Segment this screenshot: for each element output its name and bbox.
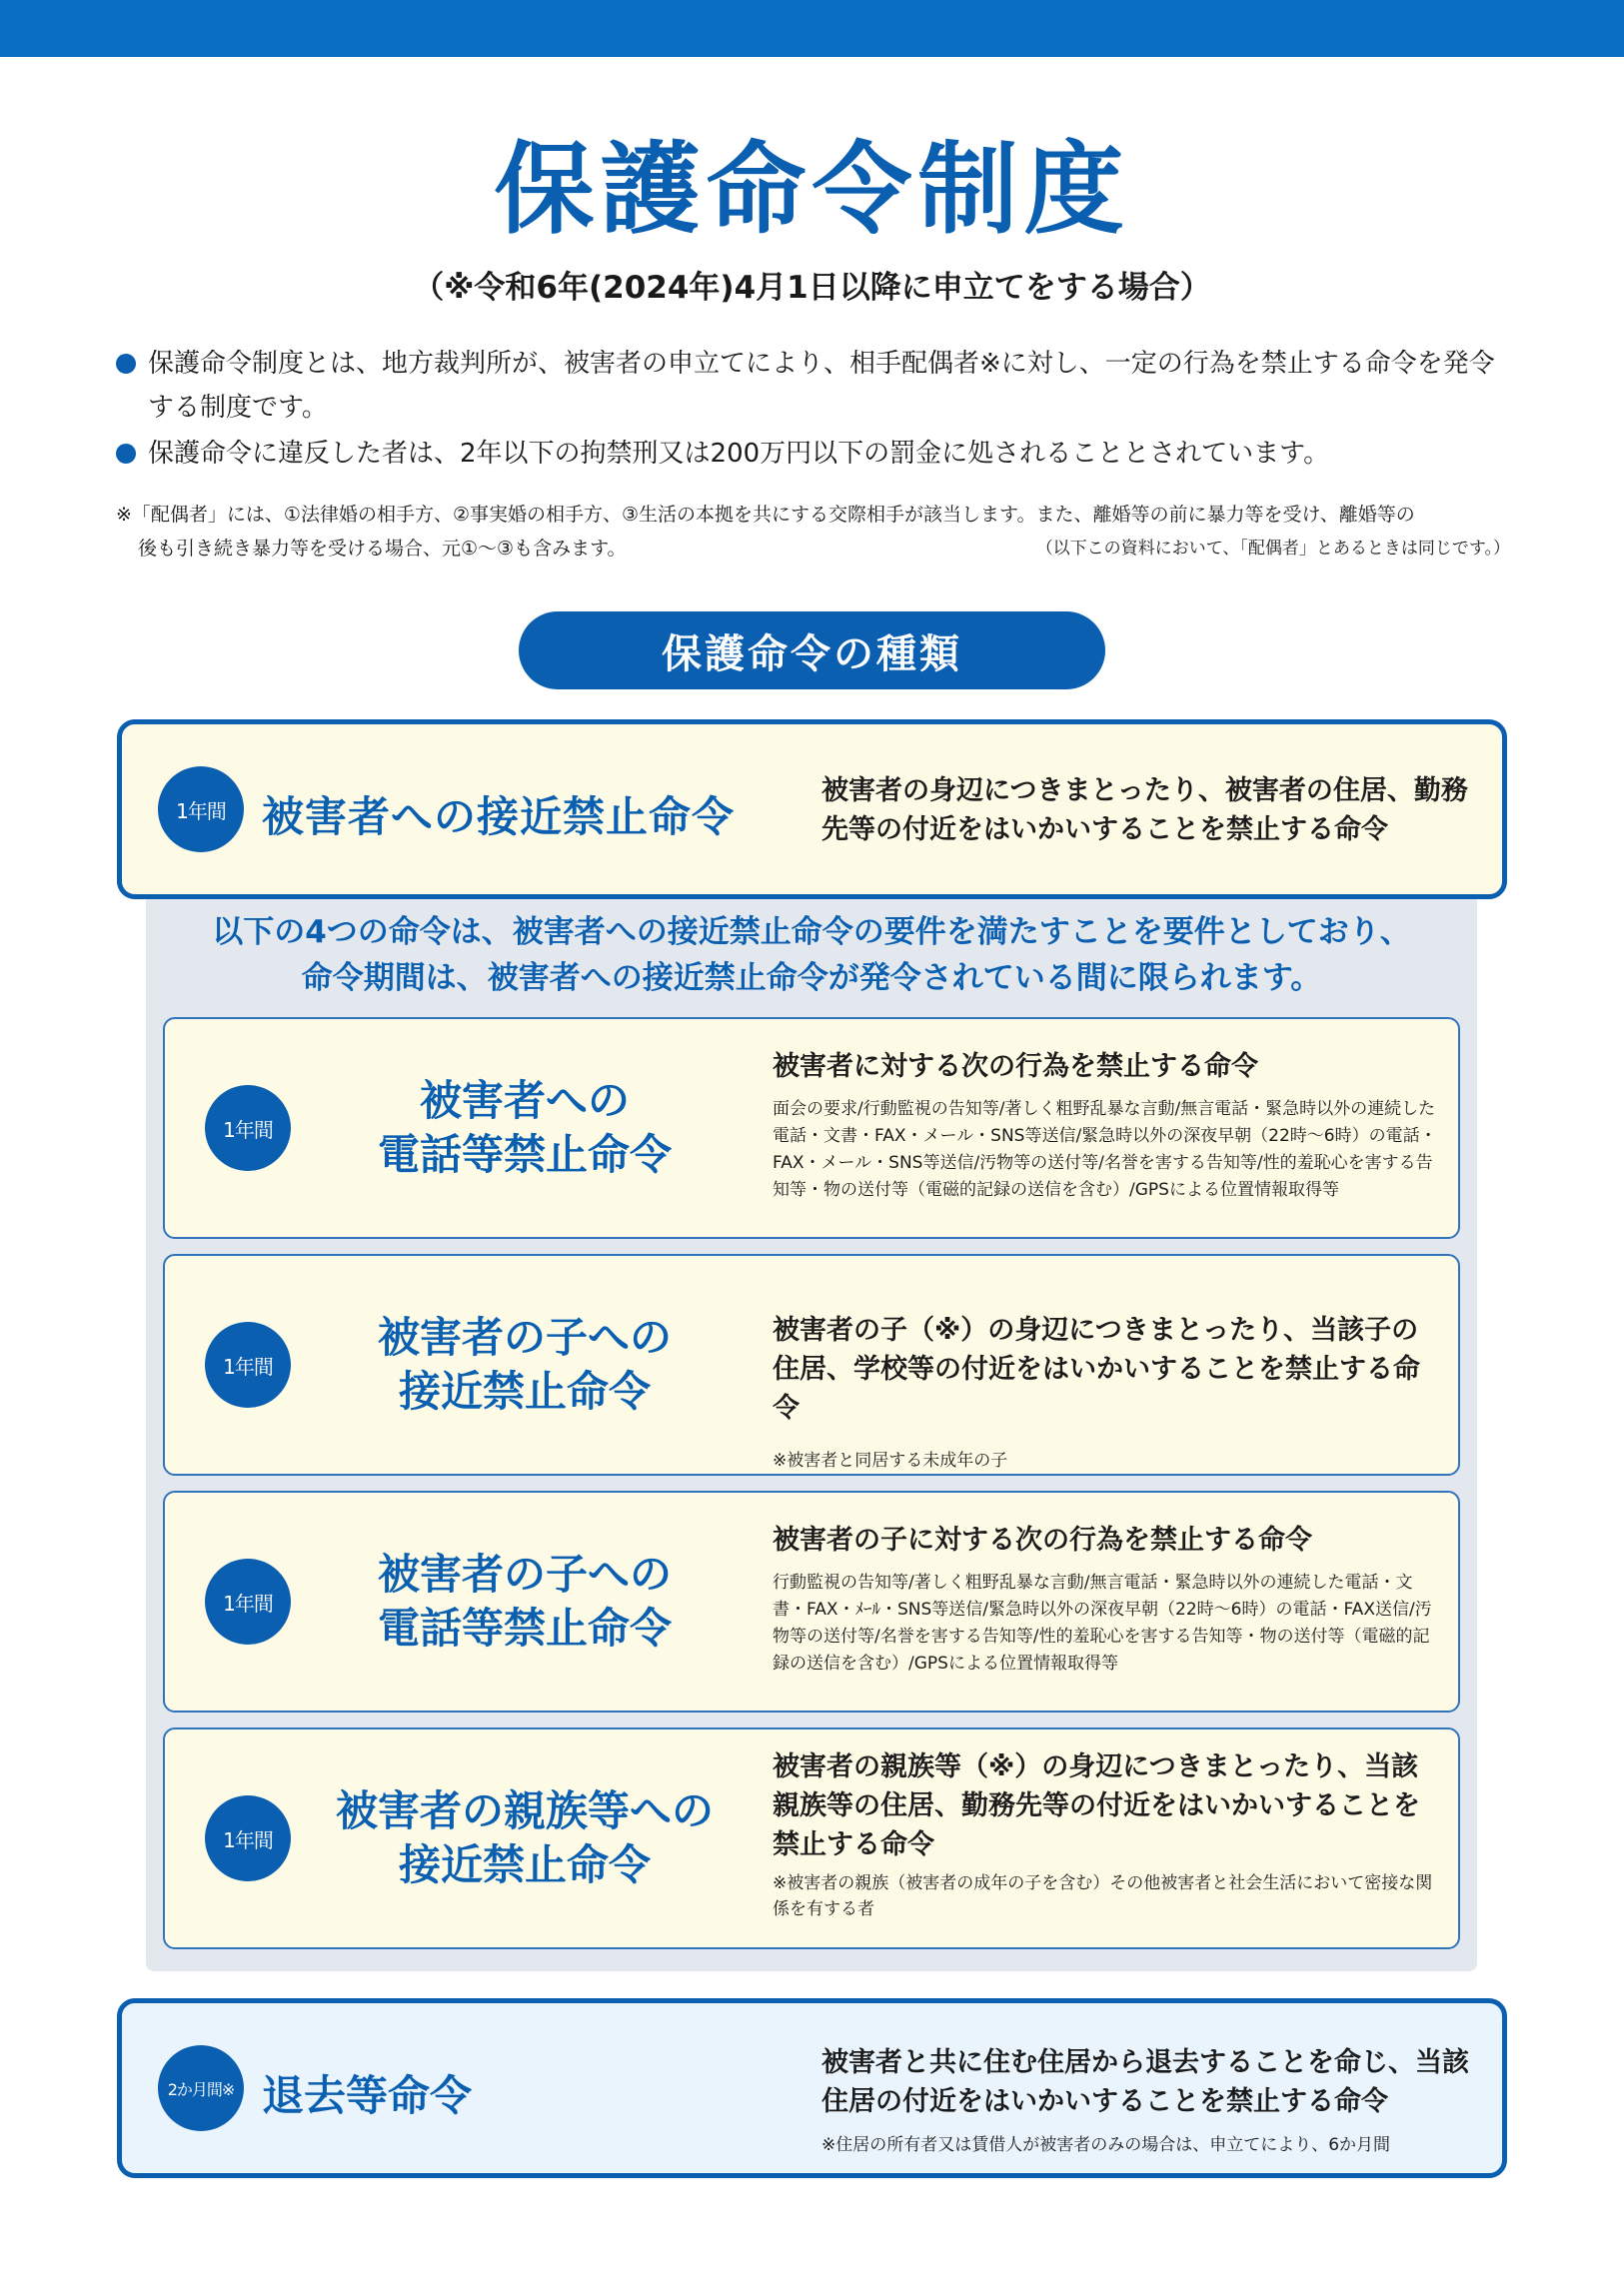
order-footnote: ※被害者と同居する未成年の子	[773, 1451, 1008, 1471]
group-intro-line-2: 命令期間は、被害者への接近禁止命令が発令されている間に限られます。	[301, 960, 1322, 996]
order-card-relatives-approach-ban	[163, 1727, 1460, 1949]
section-heading: 保護命令の種類	[519, 611, 1105, 689]
order-card-phone-ban	[163, 1017, 1460, 1239]
order-name	[305, 1729, 745, 1947]
order-card-eviction	[117, 1998, 1507, 2178]
intro-bullet	[116, 342, 1515, 430]
order-name-line-2: 接近禁止命令	[398, 1367, 651, 1416]
intro-bullet	[116, 432, 1515, 476]
order-name-line-2: 電話等禁止命令	[377, 1130, 672, 1179]
order-name-line-1: 被害者の親族等への	[335, 1786, 714, 1835]
duration-badge: 1年間	[158, 766, 244, 852]
page-subtitle: （※令和6年(2024年)4月1日以降に申立てをする場合）	[413, 270, 1211, 306]
order-card-child-phone-ban	[163, 1491, 1460, 1713]
duration-badge: 1年間	[205, 1085, 291, 1171]
intro-bullet-text: 保護命令制度とは、地方裁判所が、被害者の申立てにより、相手配偶者※に対し、一定の行為を禁止する命令を発令する制度です。	[148, 349, 1495, 423]
note-line-1: ※「配偶者」には、①法律婚の相手方、②事実婚の相手方、③生活の本拠を共にする交際相手が該当します。また、離婚等の前に暴力等を受け、離婚等の	[116, 504, 1415, 526]
order-name: 被害者への接近禁止命令	[262, 792, 736, 841]
order-description: 被害者の子に対する次の行為を禁止する命令	[773, 1525, 1312, 1556]
order-description: 被害者の子（※）の身辺につきまとったり、当該子の住居、学校等の付近をはいかいすることを禁止する命令	[773, 1315, 1420, 1424]
top-color-band	[0, 0, 1624, 57]
intro-bullets	[116, 342, 1515, 476]
order-description: 被害者に対する次の行為を禁止する命令	[773, 1051, 1258, 1082]
order-card-approach-ban	[117, 719, 1507, 899]
duration-badge: 1年間	[205, 1559, 291, 1645]
order-name	[305, 1256, 745, 1474]
note-line-2: 後も引き続き暴力等を受ける場合、元①〜③も含みます。	[138, 538, 627, 560]
spouse-definition-note	[116, 498, 1510, 566]
order-footnote: ※被害者の親族（被害者の成年の子を含む）その他被害者と社会生活において密接な関係を有する者	[773, 1873, 1433, 1919]
order-details	[773, 1747, 1442, 1922]
order-details	[773, 1047, 1442, 1204]
order-name-line-1: 被害者の子への	[377, 1313, 672, 1362]
order-name: 退去等命令	[262, 2071, 473, 2120]
page-title: 保護命令制度	[494, 131, 1130, 248]
bullet-dot-icon	[116, 354, 136, 374]
duration-badge: 1年間	[205, 1795, 291, 1881]
order-description: 被害者の親族等（※）の身辺につきまとったり、当該親族等の住居、勤務先等の付近をはいかいすることを禁止する命令	[773, 1751, 1420, 1860]
order-details	[773, 1311, 1442, 1474]
note-aside: （以下この資料において、「配偶者」とあるときは同じです。）	[1035, 539, 1510, 559]
order-name-line-1: 被害者の子への	[377, 1550, 672, 1599]
group-intro	[146, 909, 1477, 1001]
group-intro-line-1: 以下の4つの命令は、被害者への接近禁止命令の要件を満たすことを要件としており、	[212, 914, 1411, 950]
order-name	[305, 1019, 745, 1237]
bullet-dot-icon	[116, 444, 136, 464]
prohibited-acts-list: 行動監視の告知等/著しく粗野乱暴な言動/無言電話・緊急時以外の連続した電話・文書・FAX・ﾒｰﾙ・SNS等送信/緊急時以外の深夜早朝（22時〜6時）の電話・FAX送信/汚物等の送付等/名誉を害する告知等/性的羞恥心を害する告知等・物の送付等（電磁的記録の送信を含む）/GPSによる位置情報取得等	[773, 1573, 1432, 1674]
order-footnote: ※住居の所有者又は賃借人が被害者のみの場合は、申立てにより、6か月間	[821, 2135, 1391, 2155]
order-details	[773, 1521, 1442, 1678]
note-line-2-wrap	[116, 532, 1510, 566]
duration-badge: 1年間	[205, 1322, 291, 1408]
order-name-line-2: 接近禁止命令	[398, 1840, 651, 1889]
order-card-child-approach-ban	[163, 1254, 1460, 1476]
prohibited-acts-list: 面会の要求/行動監視の告知等/著しく粗野乱暴な言動/無言電話・緊急時以外の連続した電話・文書・FAX・メール・SNS等送信/緊急時以外の深夜早朝（22時〜6時）の電話・FAX・メール・SNS等送信/汚物等の送付等/名誉を害する告知等/性的羞恥心を害する告知等・物の送付等（電磁的記録の送信を含む）/GPSによる位置情報取得等	[773, 1099, 1437, 1200]
order-description: 被害者と共に住む住居から退去することを命じ、当該住居の付近をはいかいすることを禁止する命令	[821, 2047, 1469, 2117]
duration-badge: 2か月間※	[158, 2045, 244, 2131]
order-name-line-1: 被害者への	[419, 1076, 630, 1125]
intro-bullet-text: 保護命令に違反した者は、2年以下の拘禁刑又は200万円以下の罰金に処されることとされています。	[148, 439, 1330, 469]
order-name-line-2: 電話等禁止命令	[377, 1604, 672, 1653]
order-name	[305, 1493, 745, 1711]
order-description: 被害者の身辺につきまとったり、被害者の住居、勤務先等の付近をはいかいすることを禁止する命令	[821, 775, 1468, 845]
